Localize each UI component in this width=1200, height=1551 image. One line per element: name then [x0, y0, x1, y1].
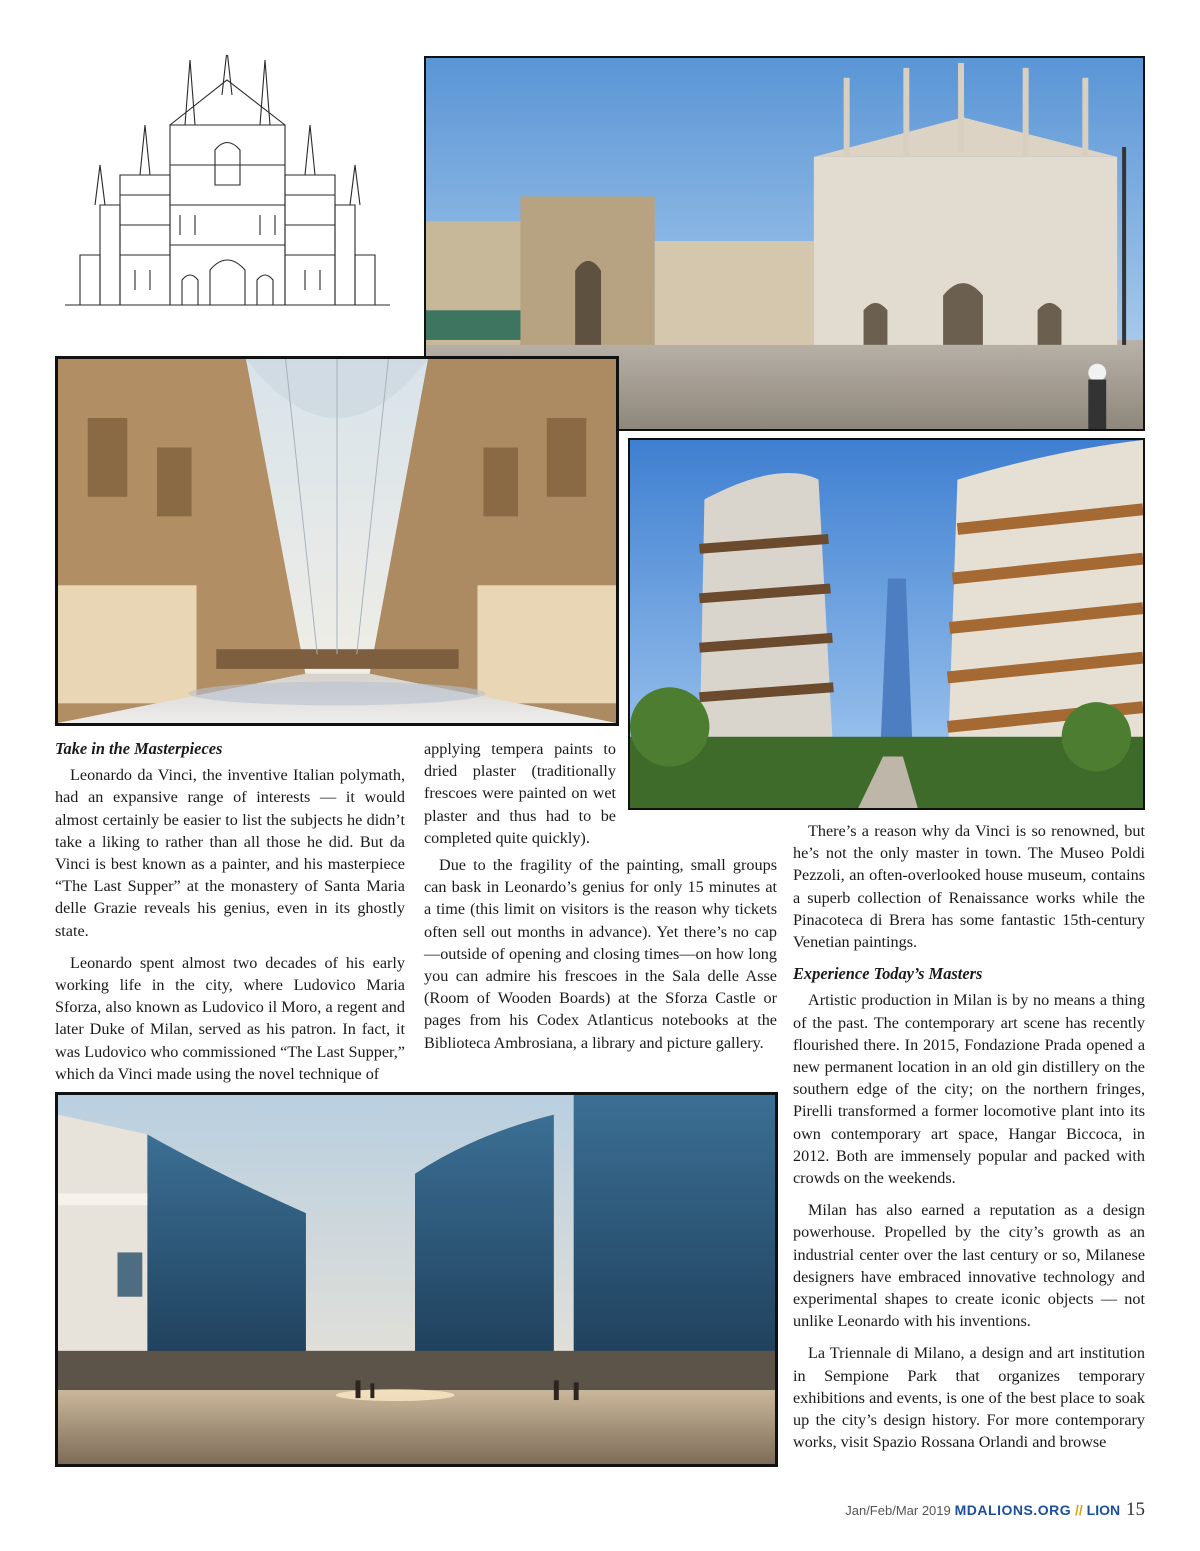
article-column-1 [55, 738, 405, 1085]
magazine-name: LION [1086, 1502, 1121, 1518]
article-column-3 [793, 820, 1145, 1453]
glass-skyscrapers-plaza-photo [55, 1092, 778, 1467]
page-footer [845, 1499, 1145, 1521]
paragraph: La Triennale di Milano, a design and art institution in Sempione Park that organizes temporary exhibitions and events, is one of the best place to soak up the city’s design history. For more contemporary works, visit Spazio Rossana Orlandi and browse [793, 1344, 1145, 1452]
paragraph: applying tempera paints to dried plaster (traditionally frescoes were painted on wet plaster and thus had to be completed quite quickly). [424, 740, 616, 847]
article-column-2 [424, 854, 777, 1054]
article-column-2-top [424, 738, 616, 849]
paragraph: Milan has also earned a reputation as a design powerhouse. Propelled by the city’s growth as an industrial center over the last century or so, Milanese designers have embraced innovative technology and experimental shapes to create iconic objects — not unlike Leonardo with his inventions. [793, 1201, 1145, 1331]
page-number: 15 [1126, 1499, 1145, 1520]
footer-separator: // [1074, 1502, 1083, 1518]
paragraph: There’s a reason why da Vinci is so renowned, but he’s not the only master in town. The Museo Poldi Pezzoli, an often-overlooked house museum, contains a superb collection of Renaissance works while the Pinacoteca di Brera has some fantastic 15th-century Venetian paintings. [793, 822, 1145, 952]
paragraph: Leonardo spent almost two decades of his early working life in the city, where Ludovico Maria Sforza, also known as Ludovico il Moro, a regent and later Duke of Milan, served as his patron. In fact, it was Ludovico who commissioned “The Last Supper,” which da Vinci made using the novel technique of [55, 953, 405, 1083]
website-link[interactable]: MDALIONS.ORG [954, 1502, 1072, 1518]
cathedral-sketch-illustration [60, 55, 395, 315]
paragraph: Leonardo da Vinci, the inventive Italian polymath, had an expansive range of interests — it would almost certainly be easier to list the subjects he didn’t take a liking to rather than all those he did. But da Vinci is best known as a painter, and his masterpiece “The Last Supper” at the monastery of Santa Maria delle Grazie reveals his genius, even in its ghostly state. [55, 766, 405, 940]
section-heading-todays-masters: Experience Today’s Masters [793, 964, 983, 984]
section-heading-masterpieces: Take in the Masterpieces [55, 739, 223, 758]
galleria-arcade-photo [55, 356, 619, 726]
paragraph: Due to the fragility of the painting, small groups can bask in Leonardo’s genius for only 15 minutes at a time (this limit on visitors is the reason why tickets often sell out months in advance). Yet there’s no cap—outside of opening and closing times—on how long you can admire his frescoes in the Sala delle Asse (Room of Wooden Boards) at the Sforza Castle or pages from his Codex Atlanticus notebooks at the Biblioteca Ambrosiana, a library and picture gallery. [424, 856, 777, 1052]
modern-towers-photo [628, 438, 1145, 810]
issue-date: Jan/Feb/Mar 2019 [845, 1503, 951, 1518]
paragraph: Artistic production in Milan is by no means a thing of the past. The contemporary art scene has recently flourished there. In 2015, Fondazione Prada opened a new permanent location in an old gin distillery on the southern edge of the city; on the northern fringes, Pirelli transformed a former locomotive plant into its own contemporary art space, Hangar Biccoca, in 2012. Both are immensely popular and packed with crowds on the weekends. [793, 991, 1145, 1188]
